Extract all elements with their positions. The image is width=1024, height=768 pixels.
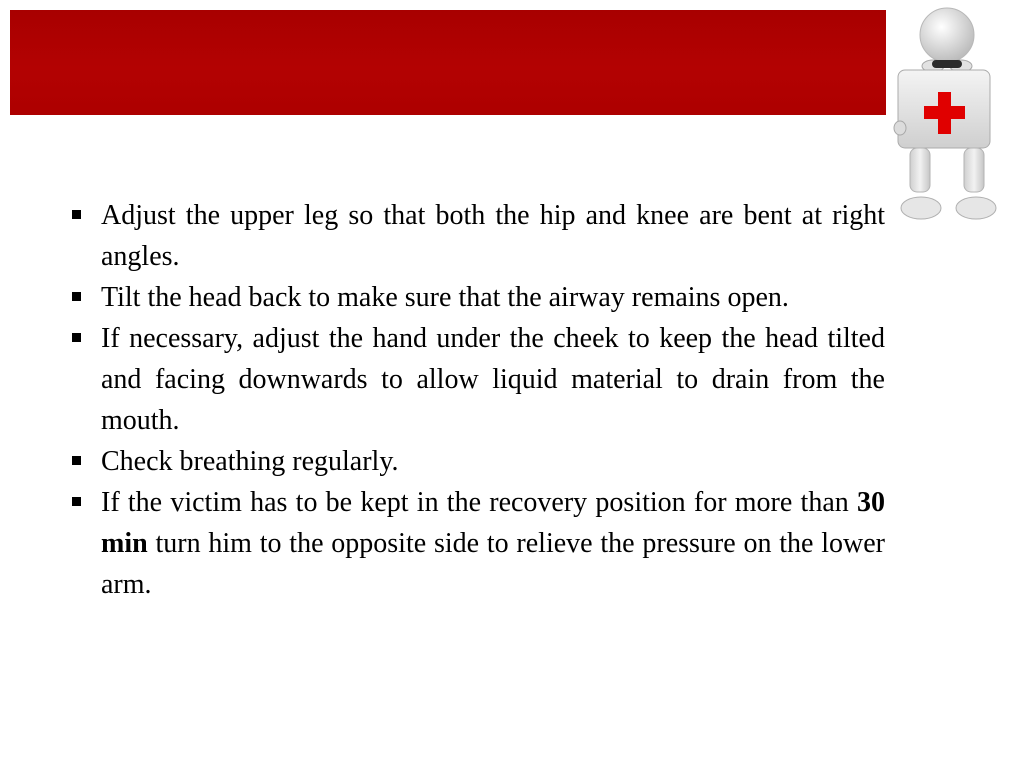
square-bullet-icon	[72, 456, 81, 465]
bullet-text-before: If the victim has to be kept in the recovery position for more than	[101, 487, 857, 518]
bullet-text-after: turn him to the opposite side to relieve the pressure on the lower arm.	[101, 528, 885, 600]
bullet-item-1	[70, 195, 885, 277]
first-aid-kit-figure-icon	[888, 4, 1010, 226]
square-bullet-icon	[72, 292, 81, 301]
bullet-text: Adjust the upper leg so that both the hip and knee are bent at right angles.	[101, 200, 885, 272]
bullet-text: Tilt the head back to make sure that the airway remains open.	[101, 282, 789, 313]
bullet-list	[70, 195, 885, 605]
bullet-text: If necessary, adjust the hand under the cheek to keep the head tilted and facing downwards to allow liquid material to drain from the mouth.	[101, 323, 885, 436]
bullet-item-4	[70, 441, 885, 482]
bullet-text: Check breathing regularly.	[101, 446, 399, 477]
bullet-item-3	[70, 318, 885, 441]
square-bullet-icon	[72, 333, 81, 342]
square-bullet-icon	[72, 497, 81, 506]
bullet-text-bold: 30 min	[101, 487, 885, 559]
bullet-item-2	[70, 277, 885, 318]
header-band	[10, 10, 886, 115]
bullet-item-5	[70, 482, 885, 605]
square-bullet-icon	[72, 210, 81, 219]
